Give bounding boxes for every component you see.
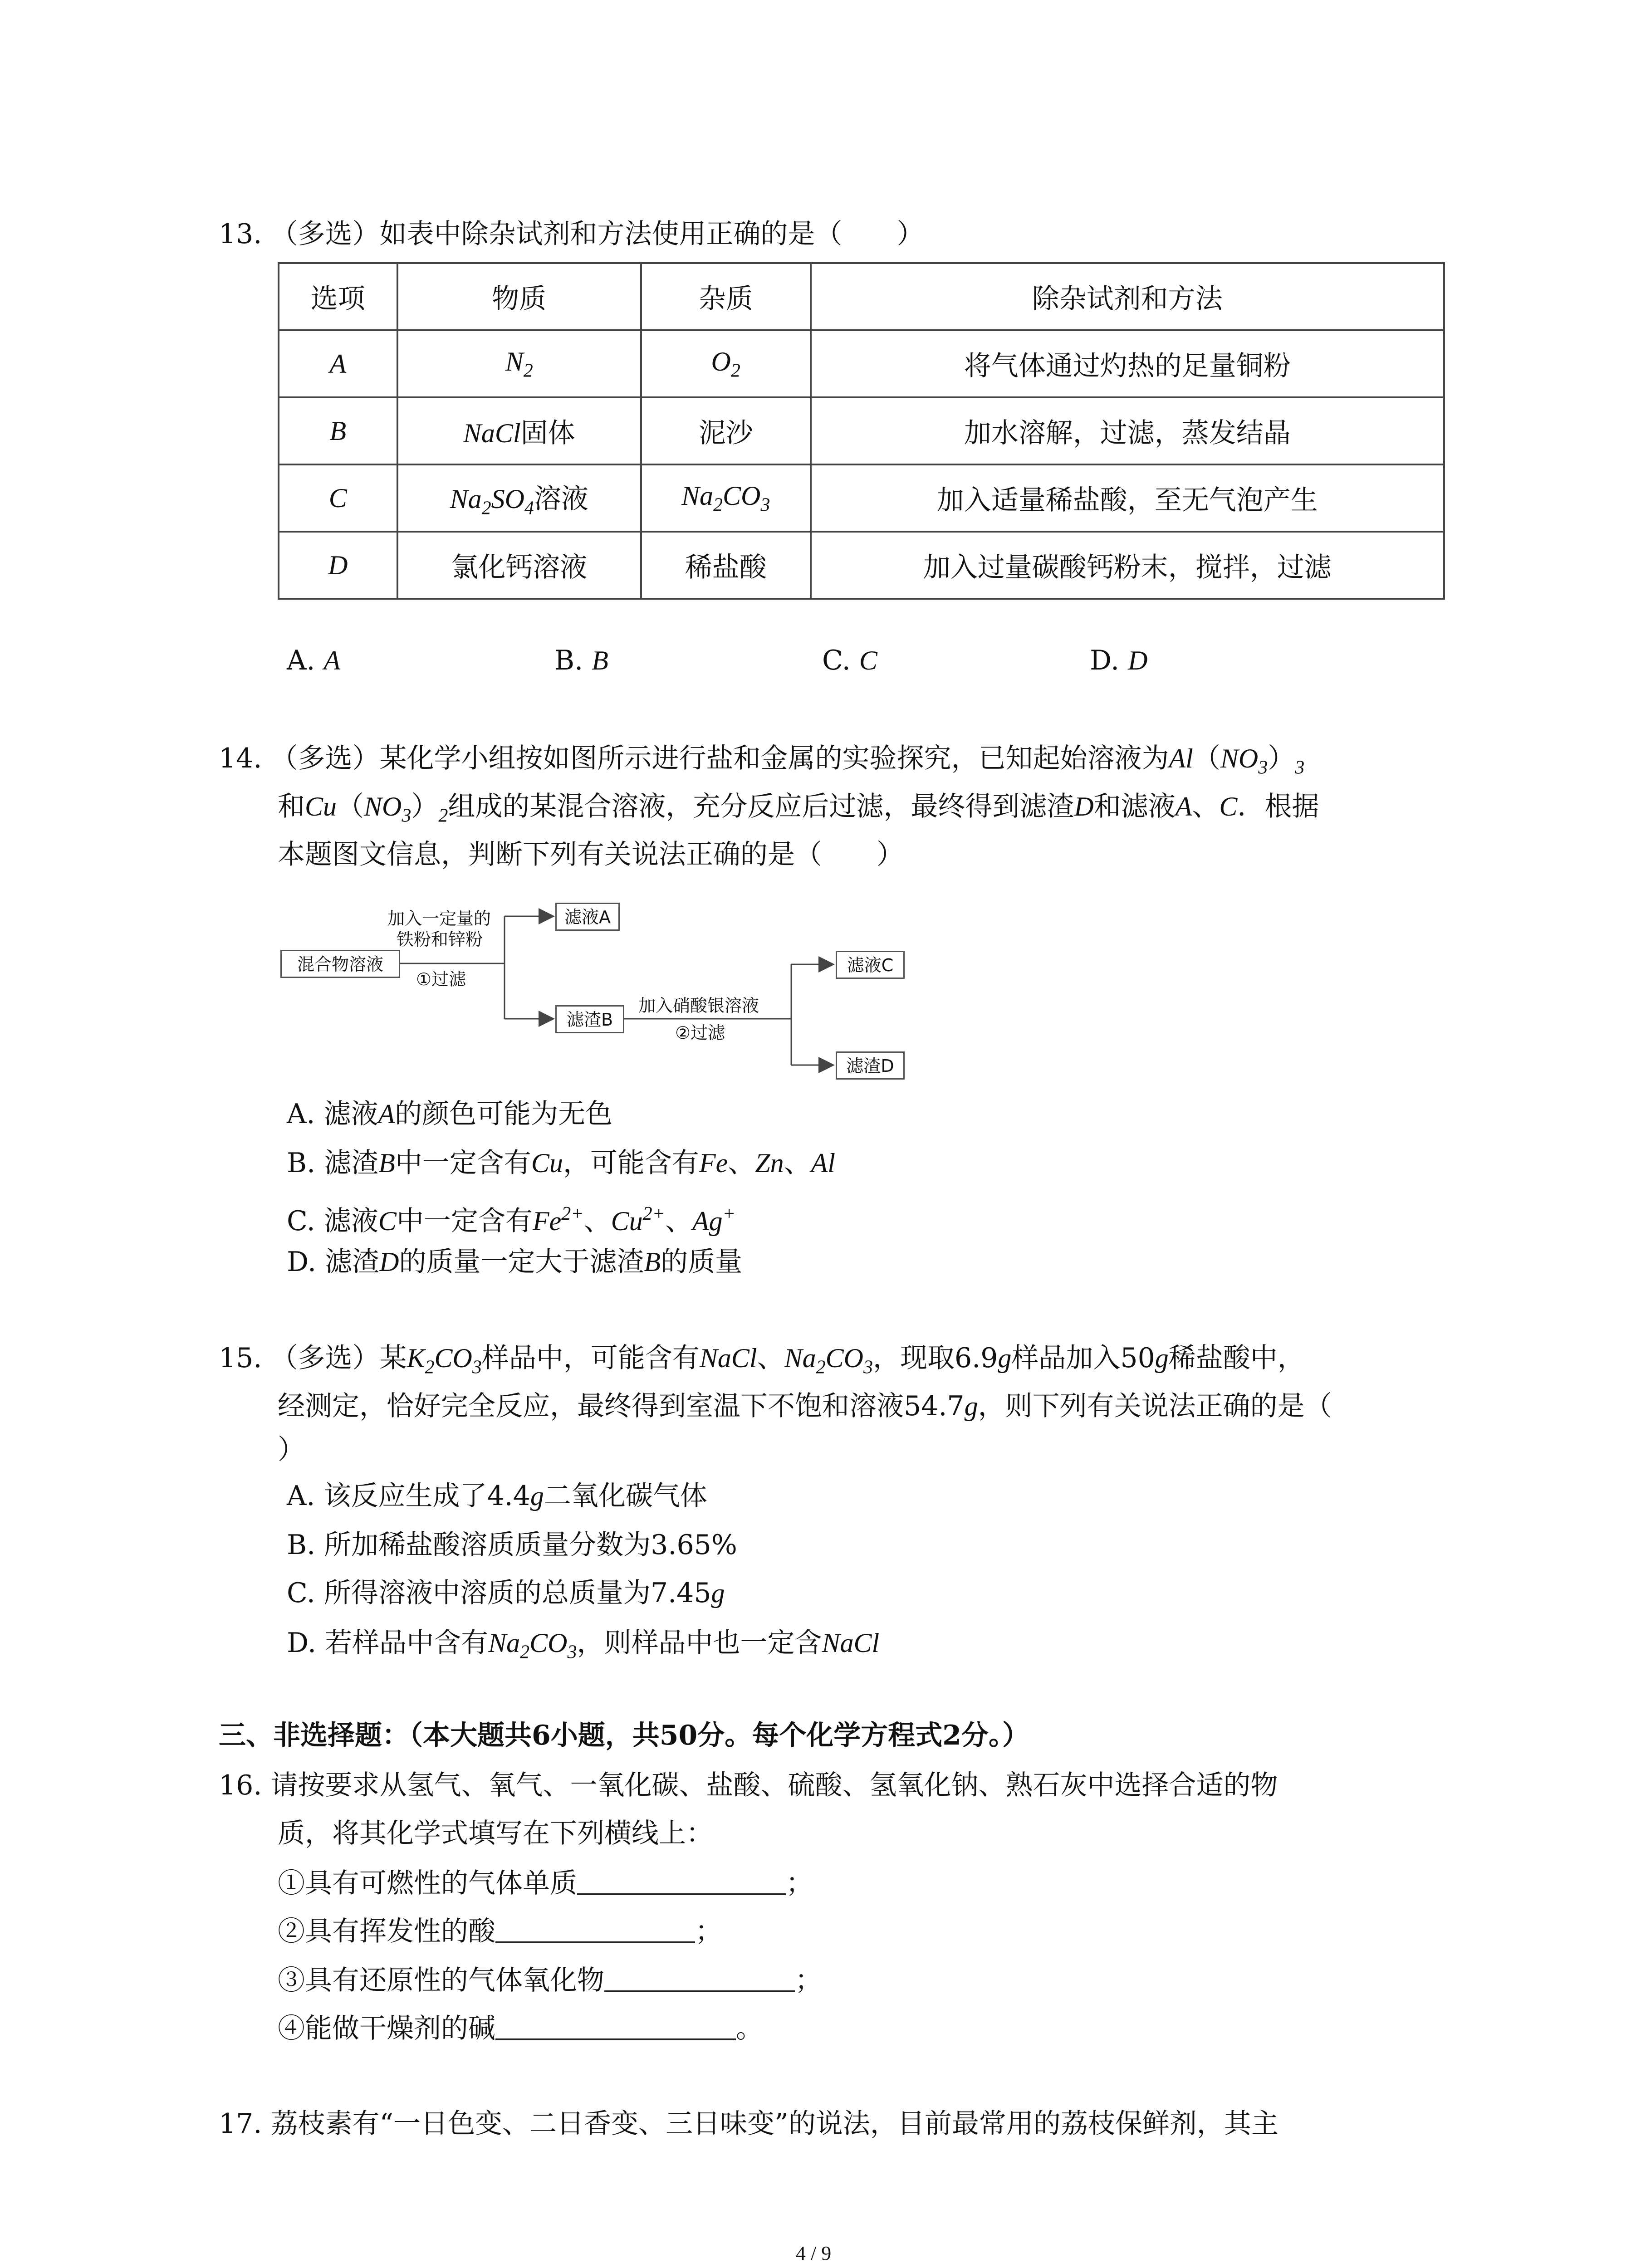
q14-option-b: B. 滤渣B中一定含有Cu，可能含有Fe、Zn、Al (287, 1147, 835, 1179)
flow-box-filtrate-a: 滤液A (555, 903, 620, 931)
q16-item-4: ④能做干燥剂的碱 。 (278, 2011, 763, 2045)
page-number: 4 / 9 (796, 2242, 832, 2264)
q15-option-b: B. 所加稀盐酸溶质质量分数为3.65% (287, 1529, 737, 1561)
table-row (279, 464, 1444, 532)
q16-line2: 质，将其化学式填写在下列横线上： (278, 1818, 713, 1849)
row-method: 加入适量稀盐酸，至无气泡产生 (811, 464, 1444, 532)
table-row (279, 532, 1444, 599)
q13-stem: （多选）如表中除杂试剂和方法使用正确的是（ ） (270, 218, 924, 250)
q16-item-2: ②具有挥发性的酸 ； (278, 1914, 722, 1948)
flow-step2-top: 加入硝酸银溶液 (638, 996, 759, 1016)
q13-answer-d: D. D (1090, 645, 1148, 676)
flow-box-residue-b: 滤渣B (555, 1005, 624, 1033)
answer-blank[interactable] (577, 1866, 786, 1895)
row-substance: $Na_2SO_4$溶液 (397, 464, 641, 532)
row-impurity: 稀盐酸 (641, 532, 811, 599)
flow-step1-mid: 铁粉和锌粉 (397, 929, 483, 949)
q16-item-3: ③具有还原性的气体氧化物 ； (278, 1963, 822, 1997)
row-impurity: 泥沙 (641, 397, 811, 464)
q15-option-a: A. 该反应生成了4.4g二氧化碳气体 (287, 1480, 707, 1512)
row-method: 将气体通过灼热的足量铜粉 (811, 330, 1444, 397)
q14-line1: 14. （多选）某化学小组按如图所示进行盐和金属的实验探究，已知起始溶液为$Al(NO_3)_3$ (219, 743, 1305, 778)
row-option: B (279, 397, 397, 464)
q16-item-1: ①具有可燃性的气体单质 ； (278, 1866, 813, 1900)
answer-blank[interactable] (495, 1914, 695, 1943)
q14-option-d: D. 滤渣D的质量一定大于滤渣B的质量 (287, 1246, 743, 1278)
q13-number: 13. (219, 218, 262, 250)
answer-blank[interactable] (495, 2011, 736, 2040)
row-substance: NaCl固体 (397, 397, 641, 464)
q16-line1: 16. 请按要求从氢气、氧气、一氧化碳、盐酸、硫酸、氢氧化钠、熟石灰中选择合适的物 (219, 1769, 1278, 1801)
q14-line3: 本题图文信息，判断下列有关说法正确的是（ ） (278, 839, 904, 870)
row-option: A (279, 330, 397, 397)
q13-answer-a: A. A (287, 645, 341, 676)
q15-option-d: D. 若样品中含有$Na_2CO_3$，则样品中也一定含NaCl (287, 1627, 880, 1663)
q15-option-c: C. 所得溶液中溶质的总质量为7.45g (287, 1577, 725, 1609)
q13-stem-line (219, 218, 924, 250)
table-row (279, 397, 1444, 464)
flow-step1-bottom: ①过滤 (416, 969, 466, 989)
row-substance: 氯化钙溶液 (397, 532, 641, 599)
table-header-row (279, 263, 1444, 330)
q14-option-c: C. 滤液C中一定含有$Fe^{2+}$、$Cu^{2+}$、Ag+ (287, 1203, 735, 1237)
header-option: 选项 (279, 263, 397, 330)
q13-answer-c: C. C (822, 645, 877, 676)
flow-box-residue-d: 滤渣D (836, 1051, 905, 1080)
q13-answer-b: B. B (554, 645, 608, 676)
q15-line3: ） (278, 1434, 305, 1466)
q14-line2: 和$Cu(NO_3)_2$组成的某混合溶液，充分反应后过滤，最终得到滤渣D和滤液A、C．根据 (278, 791, 1319, 826)
row-option: D (279, 532, 397, 599)
q13-table (278, 262, 1445, 600)
section3-title: 三、非选择题：（本大题共6小题，共50分。每个化学方程式2分。） (219, 1720, 1029, 1751)
q15-line2: 经测定，恰好完全反应，最终得到室温下不饱和溶液54.7g，则下列有关说法正确的是（ (278, 1390, 1332, 1422)
q14-option-a: A. 滤液A的颜色可能为无色 (287, 1098, 613, 1130)
row-method: 加水溶解，过滤，蒸发结晶 (811, 397, 1444, 464)
row-impurity: $Na_2CO_3$ (641, 464, 811, 532)
row-substance: $N_2$ (397, 330, 641, 397)
table-row (279, 330, 1444, 397)
q17-line1: 17. 荔枝素有“一日色变、二日香变、三日味变”的说法，目前最常用的荔枝保鲜剂，其主 (219, 2108, 1279, 2140)
row-method: 加入过量碳酸钙粉末，搅拌，过滤 (811, 532, 1444, 599)
header-substance: 物质 (397, 263, 641, 330)
q14-flowchart (278, 893, 936, 1092)
flow-step2-bottom: ②过滤 (675, 1023, 725, 1043)
header-impurity: 杂质 (641, 263, 811, 330)
flow-box-filtrate-c: 滤液C (836, 951, 905, 979)
answer-blank[interactable] (604, 1963, 795, 1992)
flow-step1-top: 加入一定量的 (387, 909, 491, 929)
flow-box-mixture: 混合物溶液 (280, 950, 400, 978)
row-impurity: $O_2$ (641, 330, 811, 397)
row-option: C (279, 464, 397, 532)
header-method: 除杂试剂和方法 (811, 263, 1444, 330)
q15-line1: 15. （多选）某$K_2CO_3$样品中，可能含有NaCl、$Na_2CO_3$，现取6.9g样品加入50g稀盐酸中， (219, 1342, 1305, 1378)
